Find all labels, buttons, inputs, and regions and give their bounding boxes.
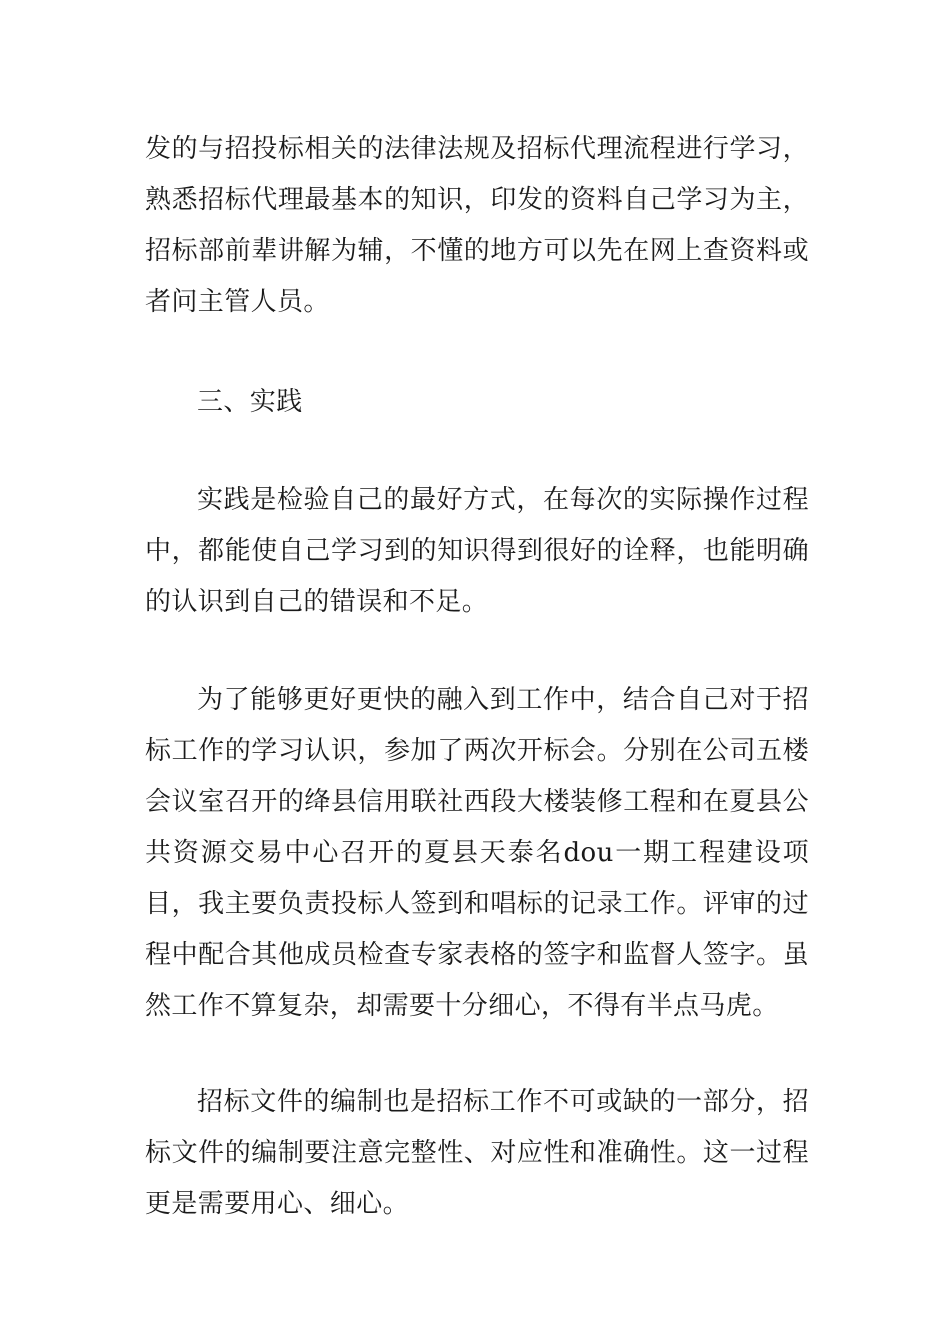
paragraph-tender-documents: 招标文件的编制也是招标工作不可或缺的一部分，招标文件的编制要注意完整性、对应性和准确性。这一过程更是需要用心、细心。 [145,1087,809,1219]
paragraph-practice-intro: 实践是检验自己的最好方式，在每次的实际操作过程中，都能使自己学习到的知识得到很好的诠释，也能明确的认识到自己的错误和不足。 [145,485,809,617]
paragraph-continued: 发的与招投标相关的法律法规及招标代理流程进行学习，熟悉招标代理最基本的知识，印发的资料自己学习为主，招标部前辈讲解为辅，不懂的地方可以先在网上查资料或者问主管人员。 [145,134,809,317]
paragraph-bid-opening: 为了能够更好更快的融入到工作中，结合自己对于招标工作的学习认识，参加了两次开标会。分别在公司五楼会议室召开的绛县信用联社西段大楼装修工程和在夏县公共资源交易中心召开的夏县天泰名dou一期工程建设项目，我主要负责投标人签到和唱标的记录工作。评审的过程中配合其他成员检查专家表格的签字和监督人签字。虽然工作不算复杂，却需要十分细心，不得有半点马虎。 [145,685,809,1021]
section-heading-practice: 三、实践 [197,387,303,417]
